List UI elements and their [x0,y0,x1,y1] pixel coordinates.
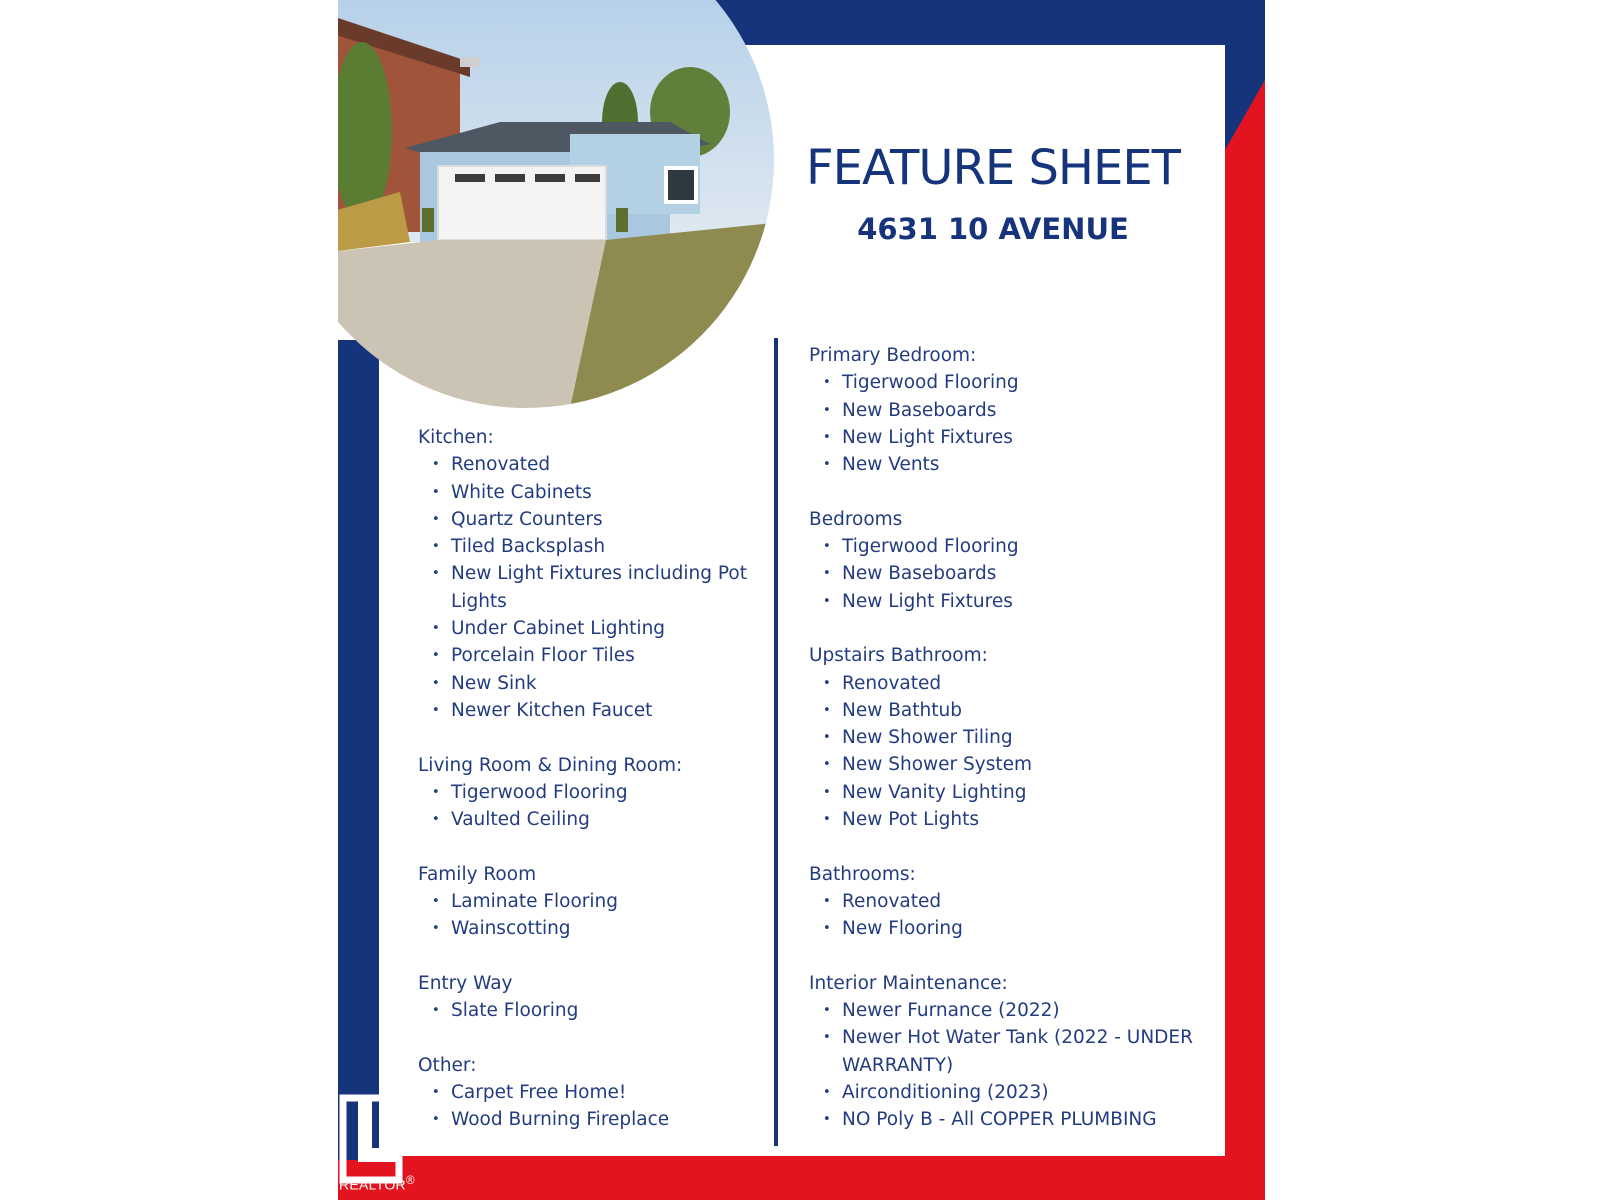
registered-mark: ® [405,1174,415,1187]
left-navy-band [338,340,379,1160]
realtor-wordmark: REALTOR [339,1176,406,1193]
feature-item: • Newer Kitchen Faucet [418,697,763,724]
section-title: Other: [418,1054,477,1076]
section-title: Interior Maintenance: [809,972,1008,994]
feature-item: • Tigerwood Flooring [809,533,1249,560]
feature-item: • Newer Hot Water Tank (2022 - UNDER WARRANTY) [809,1024,1249,1079]
feature-list [418,451,763,724]
feature-item: • New Sink [418,670,763,697]
feature-section [418,970,763,1025]
feature-sheet-page [338,0,1265,1200]
feature-list [809,997,1249,1133]
feature-item: • Tigerwood Flooring [809,369,1249,396]
feature-item: • New Vents [809,451,1249,478]
feature-item: • Newer Furnance (2022) [809,997,1249,1024]
feature-section [418,861,763,943]
feature-item: • Porcelain Floor Tiles [418,642,763,669]
feature-item: • New Light Fixtures including Pot Lights [418,560,763,615]
feature-section [809,970,1249,1134]
feature-item: • Wainscotting [418,915,763,942]
feature-item: • New Vanity Lighting [809,779,1249,806]
feature-list [809,888,1249,943]
feature-item: • New Light Fixtures [809,424,1249,451]
feature-item: • Wood Burning Fireplace [418,1106,763,1133]
feature-item: • Quartz Counters [418,506,763,533]
section-title: Family Room [418,863,537,885]
feature-item: • NO Poly B - All COPPER PLUMBING [809,1106,1249,1133]
feature-list [418,779,763,834]
section-title: Entry Way [418,972,513,994]
feature-item: • Tigerwood Flooring [418,779,763,806]
section-title: Primary Bedroom: [809,345,977,366]
feature-list [418,888,763,943]
feature-item: • New Baseboards [809,397,1249,424]
property-address: 4631 10 AVENUE [857,212,1129,246]
left-feature-column [418,424,763,1161]
feature-section [418,424,763,724]
feature-section [809,506,1249,615]
feature-item: • Renovated [418,451,763,478]
feature-item: • New Flooring [809,915,1249,942]
feature-section [809,342,1249,478]
column-divider [774,338,778,1146]
realtor-logo-text [339,1174,415,1193]
feature-item: • Renovated [809,888,1249,915]
right-feature-column [809,342,1249,1161]
feature-item: • Under Cabinet Lighting [418,615,763,642]
feature-item: • New Pot Lights [809,806,1249,833]
section-title: Upstairs Bathroom: [809,645,988,667]
feature-list [418,997,763,1024]
feature-item: • White Cabinets [418,479,763,506]
feature-list [809,533,1249,615]
feature-item: • Vaulted Ceiling [418,806,763,833]
feature-item: • New Light Fixtures [809,588,1249,615]
feature-item: • Renovated [809,670,1249,697]
feature-section [809,861,1249,943]
feature-item: • New Shower System [809,751,1249,778]
feature-list [809,369,1249,478]
page-title: FEATURE SHEET [806,140,1180,196]
feature-item: • Tiled Backsplash [418,533,763,560]
section-title: Living Room & Dining Room: [418,754,683,776]
feature-item: • Slate Flooring [418,997,763,1024]
feature-list [809,670,1249,834]
section-title: Bathrooms: [809,863,916,885]
feature-section [809,642,1249,833]
feature-list [418,1079,763,1134]
feature-item: • Airconditioning (2023) [809,1079,1249,1106]
section-title: Bedrooms [809,508,903,530]
feature-item: • New Baseboards [809,560,1249,587]
feature-item: • New Bathtub [809,697,1249,724]
house-photo [338,0,782,408]
feature-item: • New Shower Tiling [809,724,1249,751]
feature-section [418,752,763,834]
feature-section [418,1052,763,1134]
section-title: Kitchen: [418,427,494,448]
feature-item: • Carpet Free Home! [418,1079,763,1106]
feature-item: • Laminate Flooring [418,888,763,915]
